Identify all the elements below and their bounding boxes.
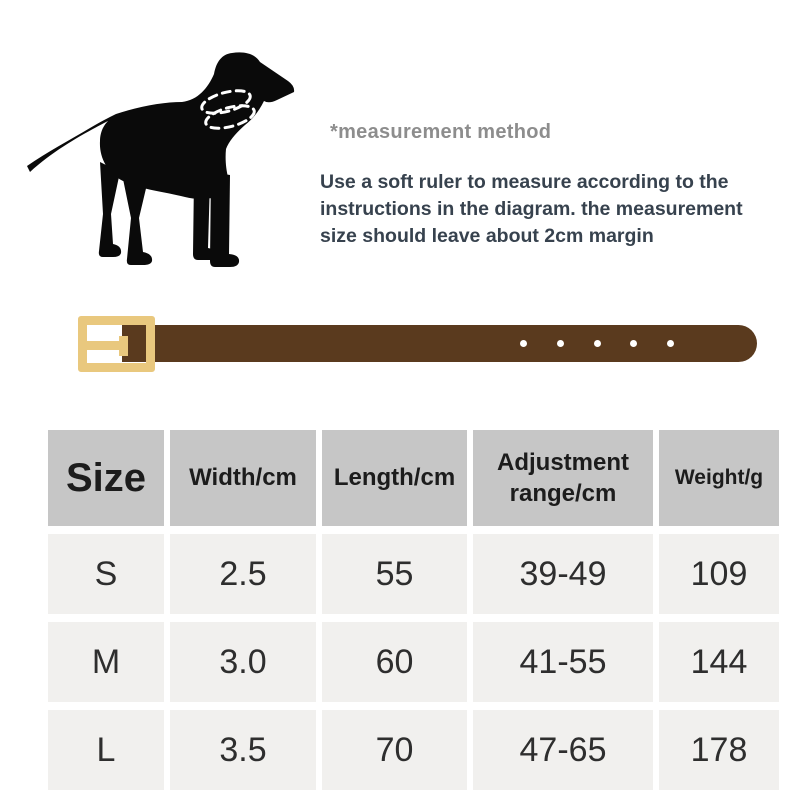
- cell-adjustment: 39-49: [473, 534, 653, 614]
- cell-size: L: [48, 710, 164, 790]
- cell-adjustment: 41-55: [473, 622, 653, 702]
- dog-body-shape: [27, 52, 294, 267]
- col-header-length: Length/cm: [322, 430, 467, 526]
- cell-size: M: [48, 622, 164, 702]
- belt-strap: [122, 325, 757, 362]
- col-header-weight: Weight/g: [659, 430, 779, 526]
- table-row-l: [48, 710, 779, 790]
- table-row-s: [48, 534, 779, 614]
- cell-length: 55: [322, 534, 467, 614]
- table-row-m: [48, 622, 779, 702]
- measurement-method-label: *measurement method: [330, 121, 552, 143]
- cell-weight: 109: [659, 534, 779, 614]
- cell-length: 60: [322, 622, 467, 702]
- cell-width: 3.5: [170, 710, 316, 790]
- dog-icon: [12, 36, 312, 294]
- cell-width: 3.0: [170, 622, 316, 702]
- instruction-line: instructions in the diagram. the measurement: [320, 198, 743, 220]
- dog-silhouette-illustration: [12, 36, 312, 294]
- belt-buckle: [78, 316, 155, 372]
- cell-weight: 178: [659, 710, 779, 790]
- col-header-width: Width/cm: [170, 430, 316, 526]
- belt-hole: [594, 340, 601, 347]
- cell-length: 70: [322, 710, 467, 790]
- col-header-adjustment-range: Adjustment range/cm: [473, 430, 653, 526]
- col-header-size: Size: [48, 430, 164, 526]
- instruction-line: Use a soft ruler to measure according to the: [320, 171, 729, 193]
- cell-width: 2.5: [170, 534, 316, 614]
- size-table-header-row: [48, 430, 779, 526]
- measurement-instructions: [320, 169, 743, 250]
- belt-hole: [630, 340, 637, 347]
- belt-hole: [557, 340, 564, 347]
- instruction-line: size should leave about 2cm margin: [320, 225, 654, 247]
- cell-weight: 144: [659, 622, 779, 702]
- size-table: [42, 422, 785, 798]
- belt-hole: [520, 340, 527, 347]
- cell-size: S: [48, 534, 164, 614]
- belt-hole: [667, 340, 674, 347]
- cell-adjustment: 47-65: [473, 710, 653, 790]
